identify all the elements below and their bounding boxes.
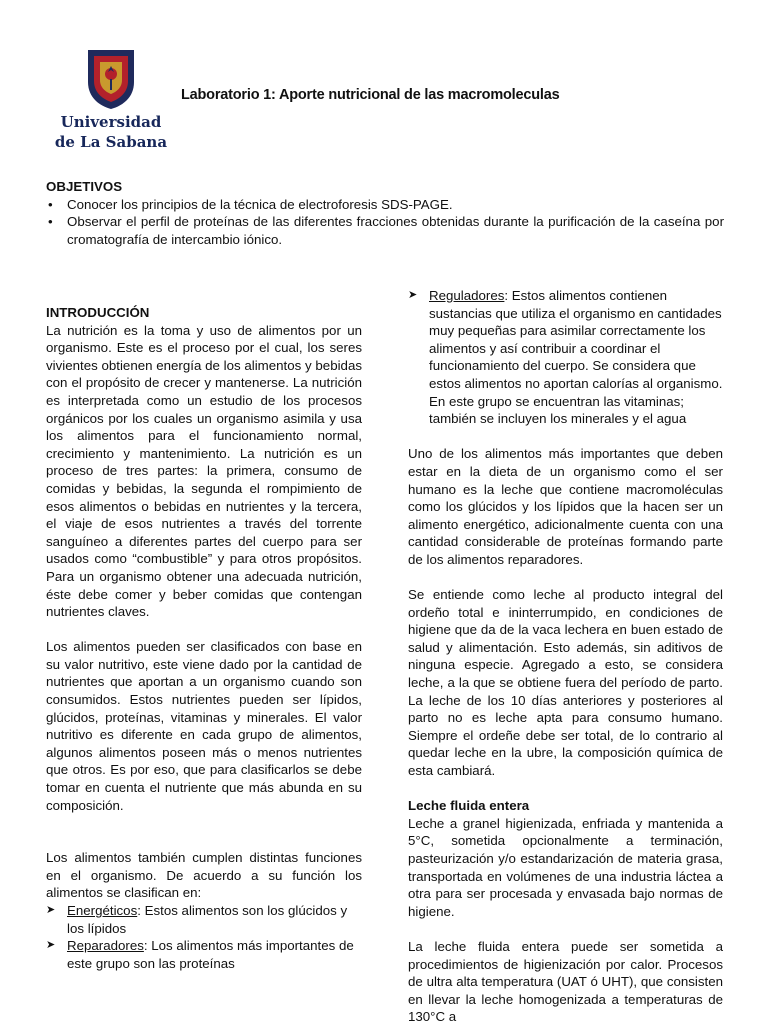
right-paragraph-2: Se entiende como leche al producto integral del ordeño total e ininterrumpido, en condiciones de higiene que da de la vaca lechera en buen estado de salud y alimentación. Esto además, sin aditivos de ninguna especie. Agregado a esto, se considera leche, a la que se obtiene fuera del período de parto. La leche de los 10 días anteriores y posteriores al parto no es leche apta para consumo humano. Siempre el ordeñe debe ser total, de lo contrario al quedar leche en la ubre, la composición química de esta cambiará. [408,587,723,779]
arrow-bullet-icon: ➤ [408,289,418,301]
term-energeticos: Energéticos [67,903,138,918]
arrow-bullet-icon: ➤ [46,939,56,952]
text-reguladores: : Estos alimentos contienen sustancias que utiliza el organismo en cantidades muy pequeñas para asimilar correctamente los alimentos y así contribuir a coordinar el funcionamiento del cuerpo. Se considera que estos alimentos no aportan calorías al organismo. En este grupo se encuentran las vitaminas; también se incluyen los minerales y el agua [429,288,723,427]
intro-paragraph-2: Los alimentos pueden ser clasificados con base en su valor nutritivo, este viene dado por la cantidad de nutrientes que aportan a un organismo cuando son consumidos. Estos nutrientes pueden ser lípidos, glúcidos, proteínas, vitaminas y minerales. El valor nutritivo es diferente en cada grupo de alimentos, algunos alimentos poseen más o menos nutrientes que otros. Es por eso, que para clasificarlos se debe tomar en cuenta el nutriente que más abunda en su composición. [46,639,362,813]
term-reguladores: Reguladores [429,288,505,303]
university-crest-icon [86,48,136,110]
list-item-energeticos [46,902,362,937]
function-list [46,902,362,972]
right-column [408,287,723,1026]
list-item-reguladores [408,287,723,428]
intro-paragraph-1: La nutrición es la toma y uso de alimentos por un organismo. Este es el proceso por el cual, los seres vivientes obtienen energía de los alimentos y bebidas con el propósito de crecer y mantenerse. La nutrición es interpretada como un estudio de los procesos orgánicos por los cuales un organismo asimila y usa los alimentos para el funcionamiento normal, crecimiento y mantenimiento. La nutrición es un proceso de tres partes: la primera, consumo de comidas y bebidas, la segunda el rompimiento de esos alimentos o bebidas en nutrientes y la tercera, el viaje de esos nutrientes a través del torrente sanguíneo a diferentes partes del cuerpo para ser usados como “combustible” y para otros propósitos. Para un organismo obtener una adecuada nutrición, éste debe comer y beber comidas que contengan nutrientes claves. [46,322,362,620]
list-item-reparadores [46,937,362,972]
term-reparadores: Reparadores [67,938,144,954]
intro-paragraph-3: Los alimentos también cumplen distintas funciones en el organismo. De acuerdo a su función los alimentos se clasifican en: [46,850,362,901]
university-logo [46,48,176,150]
text-energeticos: : Estos alimentos son los glúcidos y los lípidos [67,903,348,936]
arrow-bullet-icon: ➤ [46,904,56,916]
right-paragraph-1: Uno de los alimentos más importantes que deben estar en la dieta de un organismo como el ser humano es la leche que contiene macromoléculas como los glúcidos y los lípidos que la hacen ser un alimento energético, adicionalmente cuenta con una cantidad considerable de proteínas formando parte de los alimentos reparadores. [408,446,723,567]
text-reparadores: : Los alimentos más importantes de este grupo son las proteínas [67,938,354,971]
university-name-line1: Universidad [60,113,162,131]
university-name-line2: de La Sabana [54,133,168,151]
objetivo-item: • Observar el perfil de proteínas de las diferentes fracciones obtenidas durante la purificación de la caseína por cromatografía de intercambio iónico. [46,213,724,248]
objetivos-list [46,196,724,249]
right-paragraph-4: La leche fluida entera puede ser sometida a procedimientos de higienización por calor. Procesos de ultra alta temperatura (UAT ó UHT), que consisten en llevar la leche homogenizada a temperaturas de 130°C a [408,938,723,1025]
reguladores-list [408,287,723,428]
objetivos-heading: OBJETIVOS [46,179,123,194]
objetivos-section [46,178,724,248]
introduccion-heading: INTRODUCCIÓN [46,305,150,320]
left-column [46,304,362,972]
leche-fluida-heading: Leche fluida entera [408,798,530,814]
right-paragraph-3: Leche a granel higienizada, enfriada y mantenida a 5°C, sometida opcionalmente a terminación, pasteurización y/o estandarización de materia grasa, transportada en volúmenes de una industria láctea a otra para ser procesada y envasada bajo normas de higiene. [408,815,723,919]
document-title: Laboratorio 1: Aporte nutricional de las macromoleculas [181,87,560,103]
objetivo-item: • Conocer los principios de la técnica de electroforesis SDS-PAGE. [46,196,724,214]
